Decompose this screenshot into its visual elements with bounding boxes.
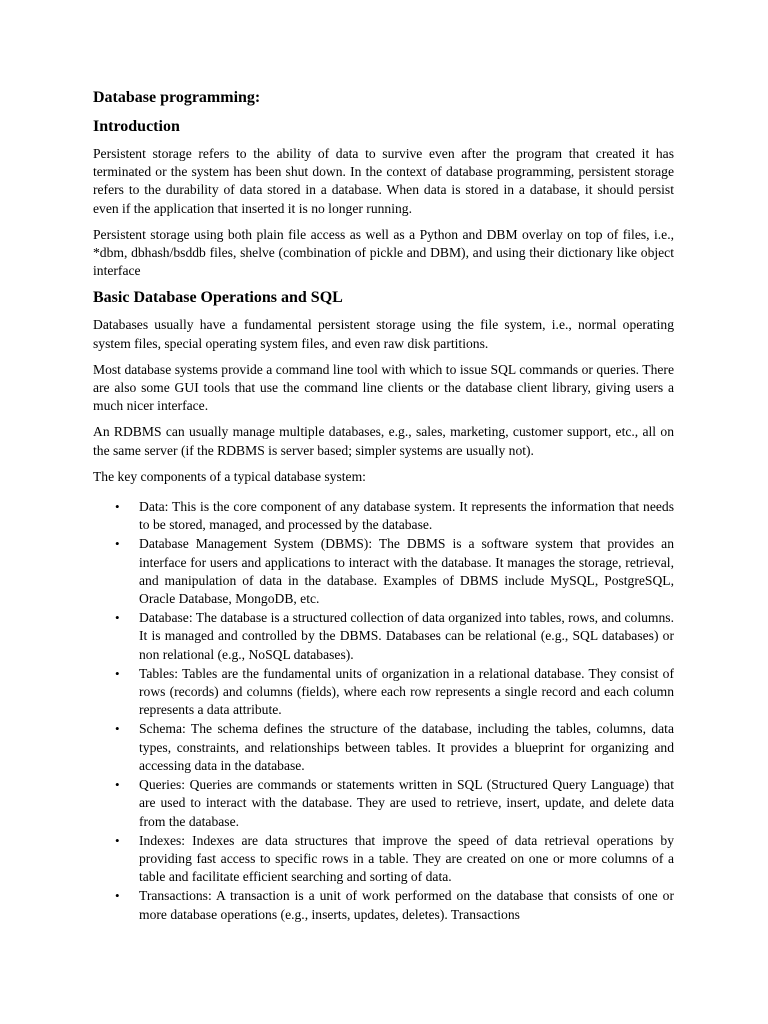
- bullet-icon: •: [115, 888, 120, 904]
- list-item: [93, 609, 674, 664]
- basics-heading: Basic Database Operations and SQL: [93, 289, 343, 307]
- bullet-icon: •: [115, 721, 120, 737]
- list-item: [93, 535, 674, 608]
- bullet-icon: •: [115, 536, 120, 552]
- bullet-icon: •: [115, 610, 120, 626]
- bullet-icon: •: [115, 665, 120, 681]
- list-item-text: Data: This is the core component of any database system. It represents the information that needs to be stored, managed, and processed by the database.: [139, 499, 674, 533]
- intro-paragraph: Persistent storage refers to the ability of data to survive even after the program that created it has terminated or the system has been shut down. In the context of database programming, persistent storage refers to the durability of data stored in a database. When data is stored in a database, it should persist even if the application that inserted it is no longer running.: [93, 146, 674, 216]
- list-item: [93, 720, 674, 775]
- list-item-text: Tables: Tables are the fundamental units of organization in a relational database. They consist of rows (records) and columns (fields), where each row represents a single record and each column represents a data attribute.: [139, 665, 674, 718]
- list-item-text: Queries: Queries are commands or statements written in SQL (Structured Query Language) that are used to interact with the database. They are used to retrieve, insert, update, and delete data from the database.: [139, 777, 674, 829]
- list-item: [93, 665, 674, 720]
- bullet-icon: •: [115, 499, 120, 515]
- list-item-text: Transactions: A transaction is a unit of work performed on the database that consists of one or more database operations (e.g., inserts, updates, deletes). Transactions: [139, 888, 674, 922]
- introduction-heading: Introduction: [93, 118, 180, 135]
- list-item-text: Schema: The schema defines the structure of the database, including the tables, columns, data types, constraints, and relationships between tables. It provides a blueprint for organizing and accessing data in the database.: [139, 721, 674, 773]
- document-body: [93, 88, 674, 925]
- list-item: [93, 887, 674, 923]
- list-item-text: Database: The database is a structured collection of data organized into tables, rows, and columns. It is managed and controlled by the DBMS. Databases can be relational (e.g., SQL databases) or non relational (e.g., NoSQL databases).: [139, 610, 674, 662]
- list-item: [93, 776, 674, 831]
- list-item: [93, 498, 674, 534]
- list-item-text: Indexes: Indexes are data structures that improve the speed of data retrieval operations by providing fast access to specific rows in a table. They are created on one or more columns of a table and facilitate efficient searching and sorting of data.: [139, 832, 674, 885]
- list-item-text: Database Management System (DBMS): The DBMS is a software system that provides an interface for users and applications to interact with the database. It manages the storage, retrieval, and manipulation of data in the database. Examples of DBMS include MySQL, PostgreSQL, Oracle Database, MongoDB, etc.: [139, 536, 674, 607]
- bullet-icon: •: [115, 777, 120, 793]
- basics-paragraph: Most database systems provide a command line tool with which to issue SQL commands or queries. There are also some GUI tools that use the command line clients or the database client library, giving users a much nicer interface.: [93, 361, 674, 414]
- basics-paragraph: An RDBMS can usually manage multiple databases, e.g., sales, marketing, customer support, etc., all on the same server (if the RDBMS is server based; simpler systems are usually not).: [93, 424, 674, 458]
- list-item: [93, 832, 674, 887]
- basics-paragraph: Databases usually have a fundamental persistent storage using the file system, i.e., normal operating system files, special operating system files, and even raw disk partitions.: [93, 317, 674, 351]
- intro-paragraph: Persistent storage using both plain file access as well as a Python and DBM overlay on top of files, i.e., *dbm, dbhash/bsddb files, shelve (combination of pickle and DBM), and using their dictionary like object interface: [93, 226, 674, 279]
- bullet-icon: •: [115, 832, 120, 848]
- components-list: [93, 498, 674, 924]
- components-intro: The key components of a typical database system:: [93, 468, 366, 484]
- document-title: Database programming:: [93, 89, 261, 106]
